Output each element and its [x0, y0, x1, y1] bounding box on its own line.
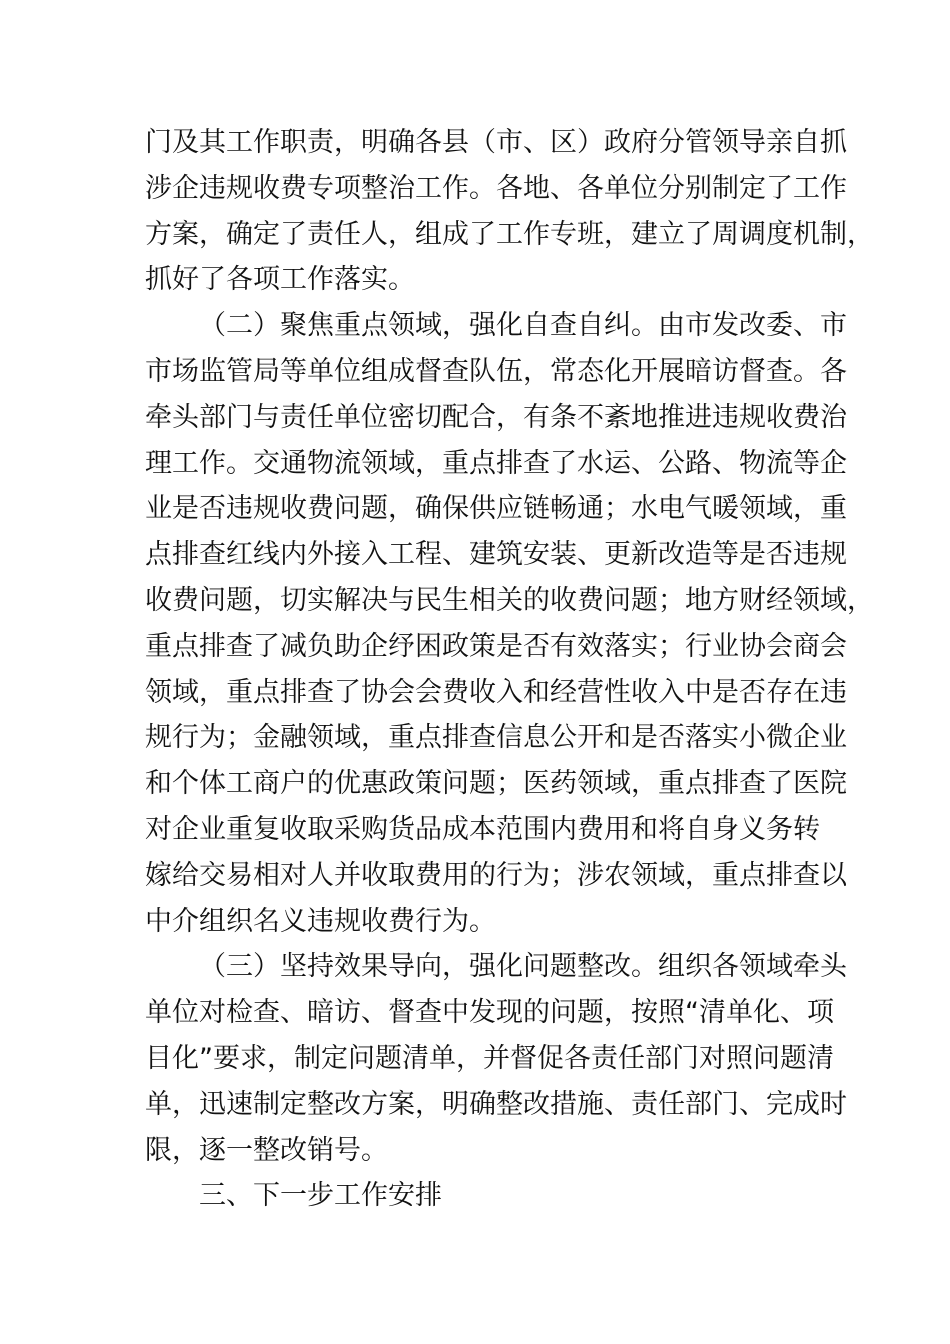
text-line: 抓好了各项工作落实。: [145, 264, 415, 296]
text-line: 领域，重点排查了协会会费收入和经营性收入中是否存在违: [145, 676, 847, 708]
text-line: 门及其工作职责，明确各县（市、区）政府分管领导亲自抓: [145, 127, 847, 158]
text-line: （三）坚持效果导向，强化问题整改。组织各领域牵头: [199, 951, 847, 983]
text-line: 单，迅速制定整改方案，明确整改措施、责任部门、完成时: [145, 1088, 847, 1120]
text-line: （二）聚焦重点领域，强化自查自纠。由市发改委、市: [199, 310, 847, 342]
text-line: 嫁给交易相对人并收取费用的行为；涉农领域，重点排查以: [145, 859, 847, 891]
text-line: 限，逐一整改销号。: [145, 1134, 388, 1166]
text-line: 三、下一步工作安排: [199, 1180, 442, 1212]
paragraph: [145, 303, 874, 944]
text-line: 对企业重复收取采购货品成本范围内费用和将自身义务转: [145, 813, 820, 845]
text-line: 理工作。交通物流领域，重点排查了水运、公路、物流等企: [145, 447, 847, 479]
text-line: 涉企违规收费专项整治工作。各地、各单位分别制定了工作: [145, 172, 847, 204]
text-line: 业是否违规收费问题，确保供应链畅通；水电气暖领域，重: [145, 493, 847, 525]
paragraph: [145, 944, 847, 1173]
text-line: 牵头部门与责任单位密切配合，有条不紊地推进违规收费治: [145, 401, 847, 433]
text-line: 点排查红线内外接入工程、建筑安装、更新改造等是否违规: [145, 539, 847, 571]
text-line: 重点排查了减负助企纾困政策是否有效落实；行业协会商会: [145, 630, 847, 662]
text-line: 收费问题，切实解决与民生相关的收费问题；地方财经领域，: [145, 584, 874, 616]
document-page: [145, 120, 874, 1219]
text-line: 中介组织名义违规收费行为。: [145, 905, 496, 937]
text-line: 和个体工商户的优惠政策问题；医药领域，重点排查了医院: [145, 768, 847, 800]
text-line: 单位对检查、暗访、督查中发现的问题，按照“清单化、项: [145, 997, 834, 1029]
section-heading: [145, 1173, 807, 1219]
paragraph: [145, 120, 874, 303]
text-line: 规行为；金融领域，重点排查信息公开和是否落实小微企业: [145, 722, 847, 754]
text-line: 市场监管局等单位组成督查队伍，常态化开展暗访督查。各: [145, 355, 847, 387]
text-line: 目化”要求，制定问题清单，并督促各责任部门对照问题清: [145, 1042, 834, 1074]
text-line: 方案，确定了责任人，组成了工作专班，建立了周调度机制，: [145, 218, 874, 250]
